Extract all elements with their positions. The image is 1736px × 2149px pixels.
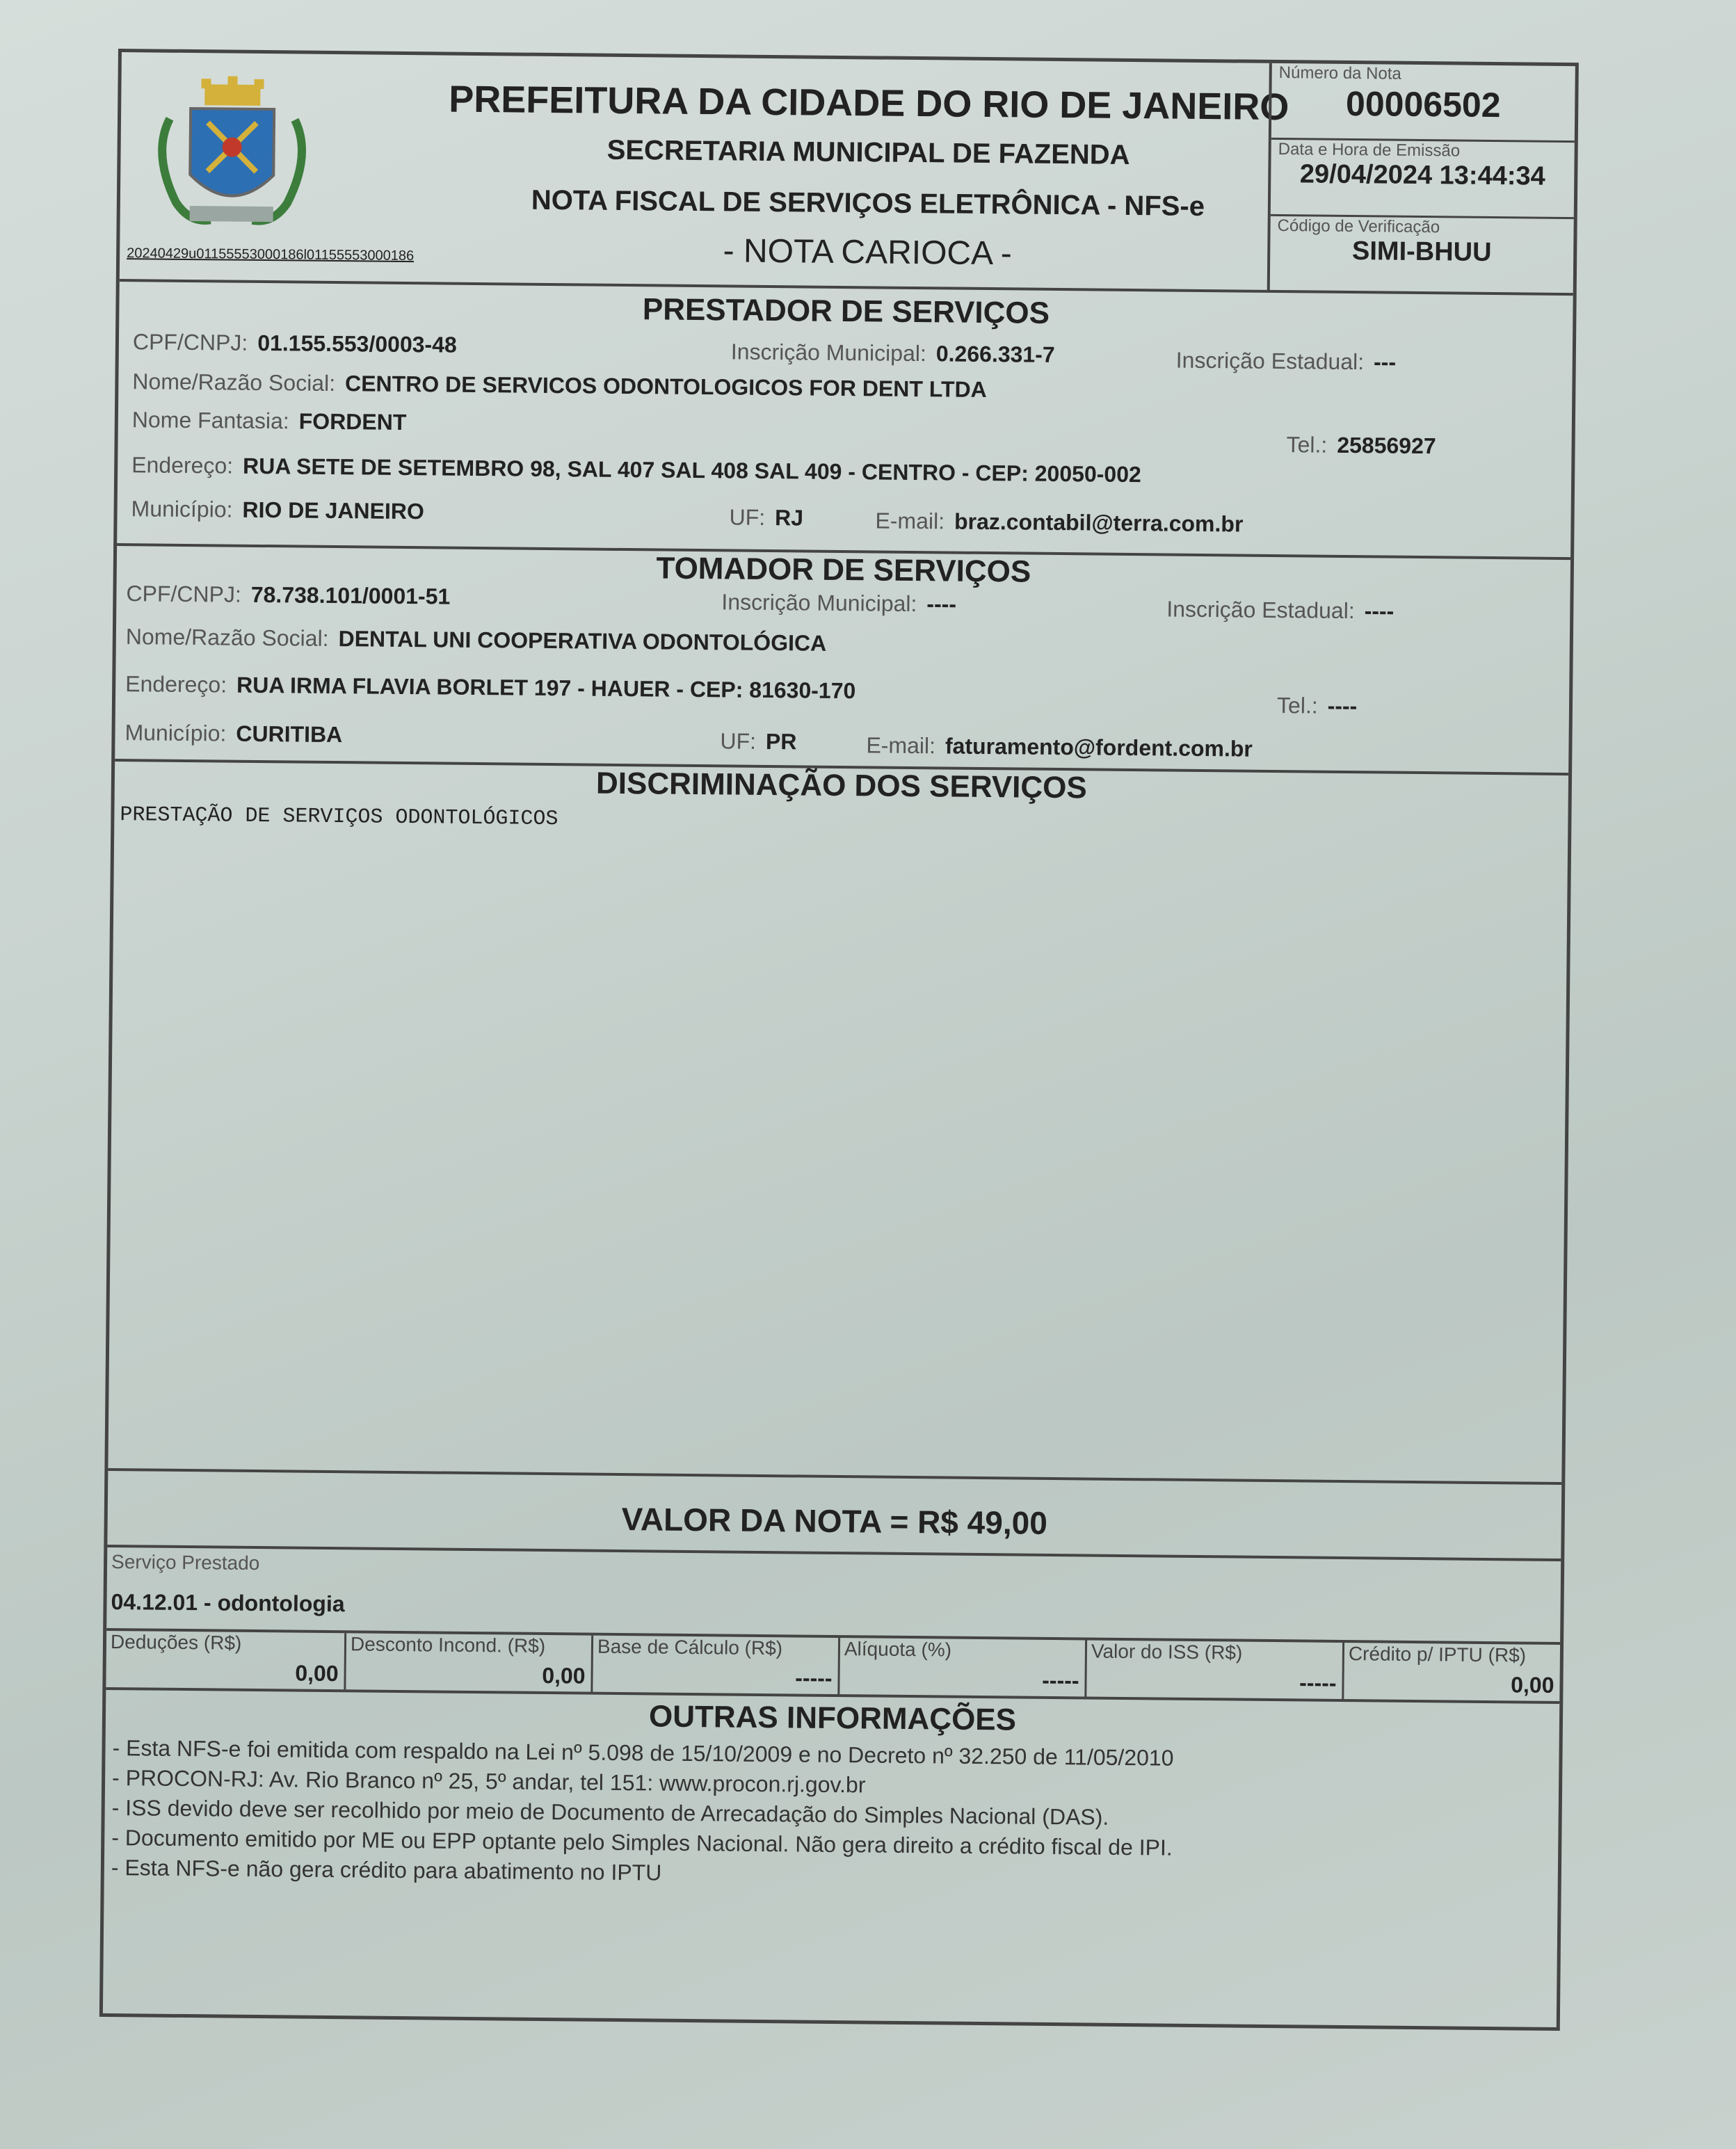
other-info-list (111, 1733, 1174, 1893)
provider-municipal-registration: Inscrição Municipal: 0.266.331-7 (730, 339, 1055, 367)
customer-phone: Tel.: ---- (1276, 693, 1358, 719)
customer-section (115, 546, 1570, 775)
invoice-total-section (107, 1471, 1561, 1561)
service-rendered-label: Serviço Prestado (111, 1551, 260, 1575)
tax-base: Base de Cálculo (R$) ----- (593, 1636, 840, 1694)
provider-section (117, 282, 1573, 560)
other-info-section (103, 1690, 1559, 2034)
nota-carioca-title: - NOTA CARIOCA - (723, 232, 1013, 273)
other-info-item: - Esta NFS-e foi emitida com respaldo na Lei nº 5.098 de 15/10/2009 e no Decreto nº 32.250 de 11/05/2010 (112, 1735, 1174, 1771)
city-crest-icon (147, 70, 316, 238)
verification-code: SIMI-BHUU (1351, 236, 1492, 267)
customer-city: Município: CURITIBA (124, 720, 343, 748)
services-description-section (108, 762, 1568, 1485)
other-info-item: - PROCON-RJ: Av. Rio Branco nº 25, 5º andar, tel 151: www.procon.rj.gov.br (111, 1765, 866, 1798)
customer-name: Nome/Razão Social: DENTAL UNI COOPERATIVA ODONTOLÓGICA (125, 624, 827, 656)
customer-municipal-registration: Inscrição Municipal: ---- (721, 589, 957, 617)
provider-address: Endereço: RUA SETE DE SETEMBRO 98, SAL 407 SAL 408 SAL 409 - CENTRO - CEP: 20050-002 (131, 452, 1141, 488)
invoice-number-cell (1271, 63, 1575, 143)
provider-state: UF: RJ (729, 504, 804, 531)
verification-code-cell (1270, 216, 1574, 296)
customer-cnpj: CPF/CNPJ: 78.738.101/0001-51 (126, 581, 451, 609)
tax-iss-value: Valor do ISS (R$) ----- (1086, 1640, 1344, 1699)
provider-city: Município: RIO DE JANEIRO (131, 496, 425, 524)
provider-name: Nome/Razão Social: CENTRO DE SERVICOS ODONTOLOGICOS FOR DENT LTDA (132, 369, 987, 403)
provider-title: PRESTADOR DE SERVIÇOS (642, 292, 1050, 330)
provider-cnpj: CPF/CNPJ: 01.155.553/0003-48 (132, 329, 457, 357)
issue-date-label: Data e Hora de Emissão (1278, 140, 1461, 161)
invoice-total: VALOR DA NOTA = R$ 49,00 (621, 1501, 1048, 1541)
tax-rate: Alíquota (%) ----- (839, 1638, 1087, 1696)
nfse-title: NOTA FISCAL DE SERVIÇOS ELETRÔNICA - NFS-e (531, 184, 1205, 223)
tax-deductions: Deduções (R$) 0,00 (106, 1631, 346, 1689)
nfse-document (99, 49, 1579, 2031)
service-rendered-section (106, 1547, 1561, 1645)
invoice-number-label: Número da Nota (1278, 63, 1401, 83)
provider-state-registration: Inscrição Estadual: --- (1175, 347, 1397, 375)
issue-date: 29/04/2024 13:44:34 (1299, 159, 1545, 191)
provider-phone: Tel.: 25856927 (1286, 432, 1436, 459)
tax-discount: Desconto Incond. (R$) 0,00 (346, 1633, 593, 1691)
secretariat-title: SECRETARIA MUNICIPAL DE FAZENDA (606, 134, 1130, 170)
customer-state: UF: PR (720, 728, 797, 755)
customer-state-registration: Inscrição Estadual: ---- (1166, 596, 1395, 624)
other-info-item: - ISS devido deve ser recolhido por meio de Documento de Arrecadação do Simples Nacional (DAS). (111, 1795, 1109, 1830)
provider-trade-name: Nome Fantasia: FORDENT (131, 407, 407, 435)
verification-code-label: Código de Verificação (1277, 216, 1440, 237)
other-info-item: - Esta NFS-e não gera crédito para abatimento no IPTU (111, 1855, 662, 1885)
other-info-title: OUTRAS INFORMAÇÕES (648, 1699, 1017, 1737)
issue-date-cell (1271, 140, 1575, 219)
service-rendered-value: 04.12.01 - odontologia (111, 1589, 345, 1617)
services-description-text: PRESTAÇÃO DE SERVIÇOS ODONTOLÓGICOS (120, 803, 558, 832)
customer-address: Endereço: RUA IRMA FLAVIA BORLET 197 - HAUER - CEP: 81630-170 (125, 671, 856, 704)
customer-title: TOMADOR DE SERVIÇOS (656, 551, 1031, 589)
city-hall-title: PREFEITURA DA CIDADE DO RIO DE JANEIRO (448, 78, 1289, 129)
barcode-text: 20240429u01155553000186l01155553000186 (127, 246, 415, 264)
invoice-meta-box (1267, 63, 1575, 296)
invoice-number: 00006502 (1345, 83, 1501, 125)
tax-iptu-credit: Crédito p/ IPTU (R$) 0,00 (1348, 1643, 1554, 1698)
other-info-item: - Documento emitido por ME ou EPP optante pelo Simples Nacional. Não gera direito a crédito fiscal de IPI. (111, 1825, 1173, 1860)
services-description-title: DISCRIMINAÇÃO DOS SERVIÇOS (595, 766, 1087, 805)
provider-email: E-mail: braz.contabil@terra.com.br (875, 508, 1244, 537)
customer-email: E-mail: faturamento@fordent.com.br (866, 732, 1253, 762)
document-header (120, 52, 1575, 296)
